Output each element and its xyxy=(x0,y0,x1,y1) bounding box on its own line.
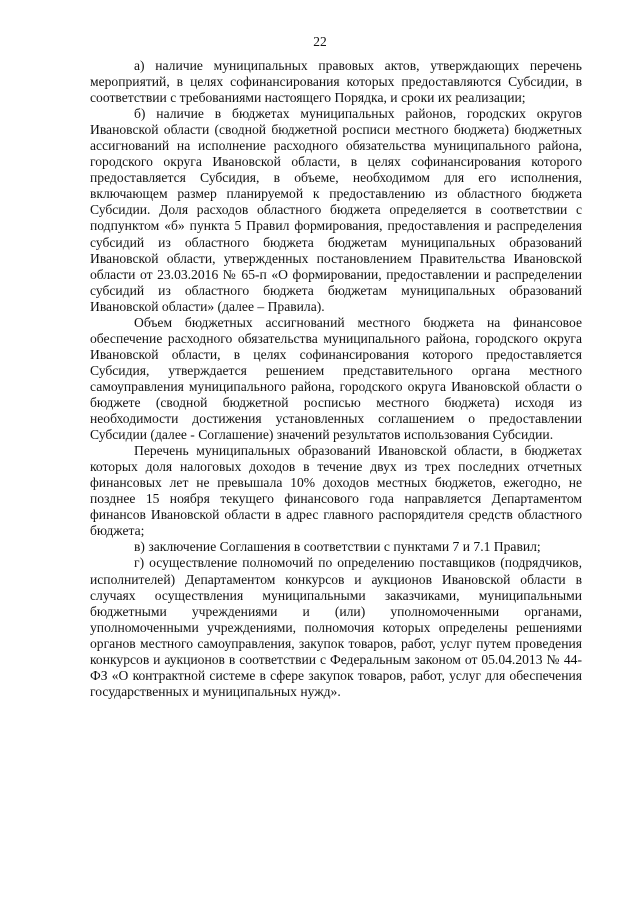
paragraph-item-v: в) заключение Соглашения в соответствии с пунктами 7 и 7.1 Правил; xyxy=(134,539,541,555)
paragraph-municipalities-list: Перечень муниципальных образований Ивановской области, в бюджетах которых доля налоговых доходов в течение двух из трех последних отчетных финансовых лет не превышала 10% доходов местных бюджетов, ежегодно, не позднее 15 ноября текущего финансового года направляется Департаментом финансов Ивановской области в адрес главного распорядителя средств областного бюджета; xyxy=(90,443,582,539)
paragraph-budget-allocations: Объем бюджетных ассигнований местного бюджета на финансовое обеспечение расходного обязательства муниципального района, городского округа Ивановской области, в целях софинансирования которого предоставляется Субсидия, утверждается решением представительного органа местного самоуправления муниципального района, городского округа Ивановской области о бюджете (сводной бюджетной росписью местного бюджета) исходя из необходимости достижения установленных соглашением о предоставлении Субсидии (далее - Соглашение) значений результатов использования Субсидии. xyxy=(90,314,582,443)
page-number: 22 xyxy=(313,34,327,49)
paragraph-item-b: б) наличие в бюджетах муниципальных районов, городских округов Ивановской области (сводной бюджетной росписи местного бюджета) бюджетных ассигнований на исполнение расходного обязательства муниципального района, городского округа Ивановской области, в целях софинансирования которого предоставляется Субсидия, в объеме, необходимом для его исполнения, включающем размер планируемой к предоставлению из областного бюджета Субсидии. Доля расходов областного бюджета определяется в соответствии с подпунктом «б» пункта 5 Правил формирования, предоставления и распределения субсидий из областного бюджета бюджетам муниципальных образований Ивановской области, утвержденных постановлением Правительства Ивановской области от 23.03.2016 № 65-п «О формировании, предоставлении и распределении субсидий из областного бюджета бюджетам муниципальных образований Ивановской области» (далее – Правила). xyxy=(90,106,582,314)
document-body xyxy=(90,58,582,700)
paragraph-item-a: а) наличие муниципальных правовых актов, утверждающих перечень мероприятий, в целях софинансирования которых предоставляются Субсидии, в соответствии с требованиями настоящего Порядка, и сроки их реализации; xyxy=(90,58,582,106)
paragraph-item-g: г) осуществление полномочий по определению поставщиков (подрядчиков, исполнителей) Департаментом конкурсов и аукционов Ивановской области в случаях осуществления муниципальными заказчиками, муниципальными бюджетными учреждениями и (или) уполномоченными органами, уполномоченными учреждениями, полномочия которых определены решениями органов местного самоуправления, закупок товаров, работ, услуг путем проведения конкурсов и аукционов в соответствии с Федеральным законом от 05.04.2013 № 44-ФЗ «О контрактной системе в сфере закупок товаров, работ, услуг для обеспечения государственных и муниципальных нужд». xyxy=(90,555,582,699)
